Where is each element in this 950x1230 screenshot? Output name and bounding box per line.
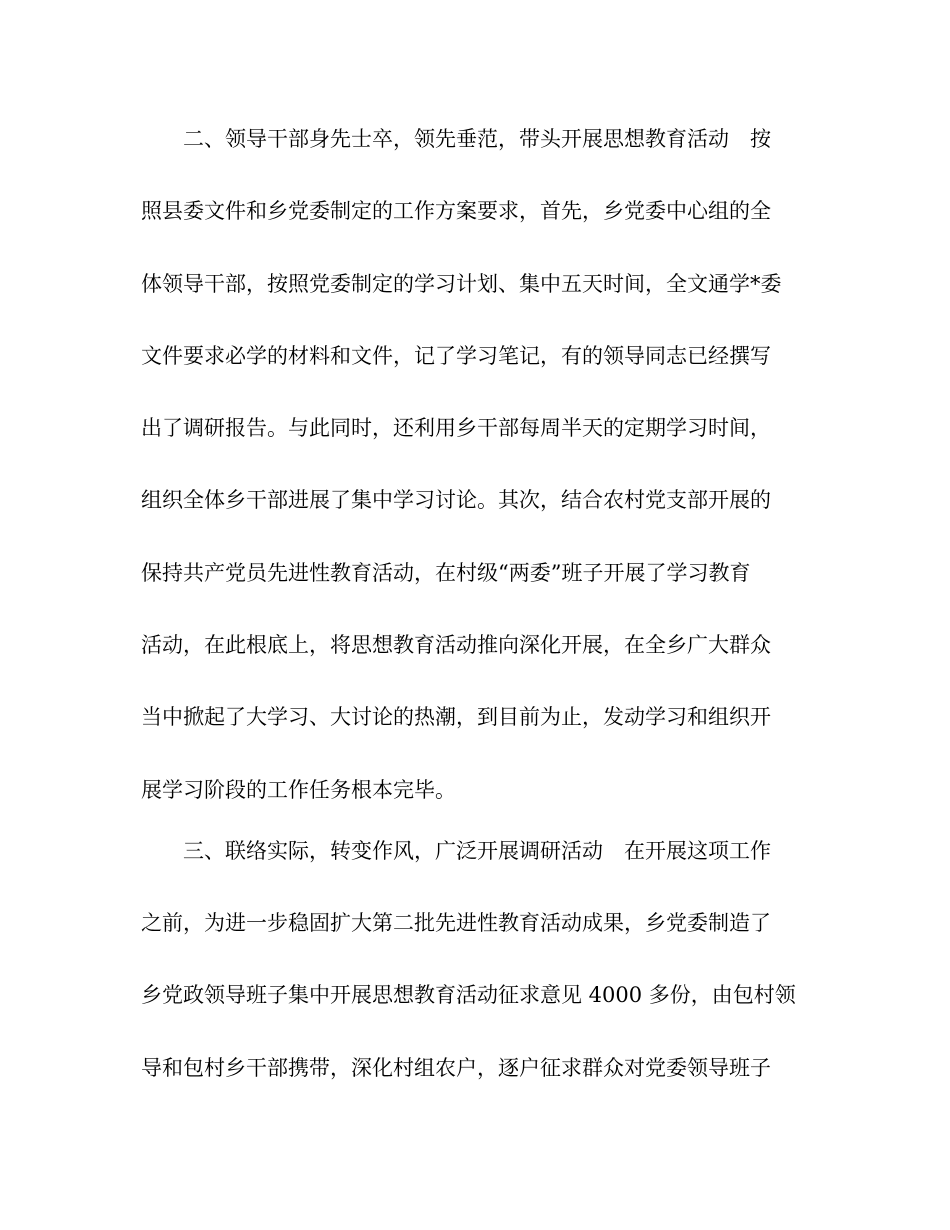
text-line: 出了调研报告。与此同时，还利用乡干部每周半天的定期学习时间，: [141, 416, 771, 441]
text-line: 展学习阶段的工作任务根本完毕。: [141, 777, 456, 802]
paragraph-3: [141, 838, 821, 1082]
text-line: 活动，在此根底上，将思想教育活动推向深化开展，在全乡广大群众: [141, 633, 771, 658]
text-line: 三、联络实际，转变作风，广泛开展调研活动 在开展这项工作: [183, 838, 771, 863]
document-body: [141, 126, 821, 1127]
paragraph-2: [141, 126, 821, 804]
text-line: 组织全体乡干部进展了集中学习讨论。其次，结合农村党支部开展的: [141, 488, 771, 513]
text-line: 当中掀起了大学习、大讨论的热潮，到目前为止，发动学习和组织开: [141, 705, 771, 730]
text-line: 体领导干部，按照党委制定的学习计划、集中五天时间，全文通学*委: [141, 271, 782, 296]
text-line: 乡党政领导班子集中开展思想教育活动征求意见 4000 多份，由包村领: [141, 983, 796, 1008]
text-line: 之前，为进一步稳固扩大第二批先进性教育活动成果，乡党委制造了: [141, 910, 771, 935]
text-line: 保持共产党员先进性教育活动，在村级“两委”班子开展了学习教育: [141, 560, 751, 585]
text-line: 照县委文件和乡党委制定的工作方案要求，首先，乡党委中心组的全: [141, 199, 771, 224]
text-line: 二、领导干部身先士卒，领先垂范，带头开展思想教育活动 按: [183, 127, 771, 151]
text-line: 文件要求必学的材料和文件，记了学习笔记，有的领导同志已经撰写: [141, 343, 771, 368]
text-line: 导和包村乡干部携带，深化村组农户，逐户征求群众对党委领导班子: [141, 1055, 771, 1080]
